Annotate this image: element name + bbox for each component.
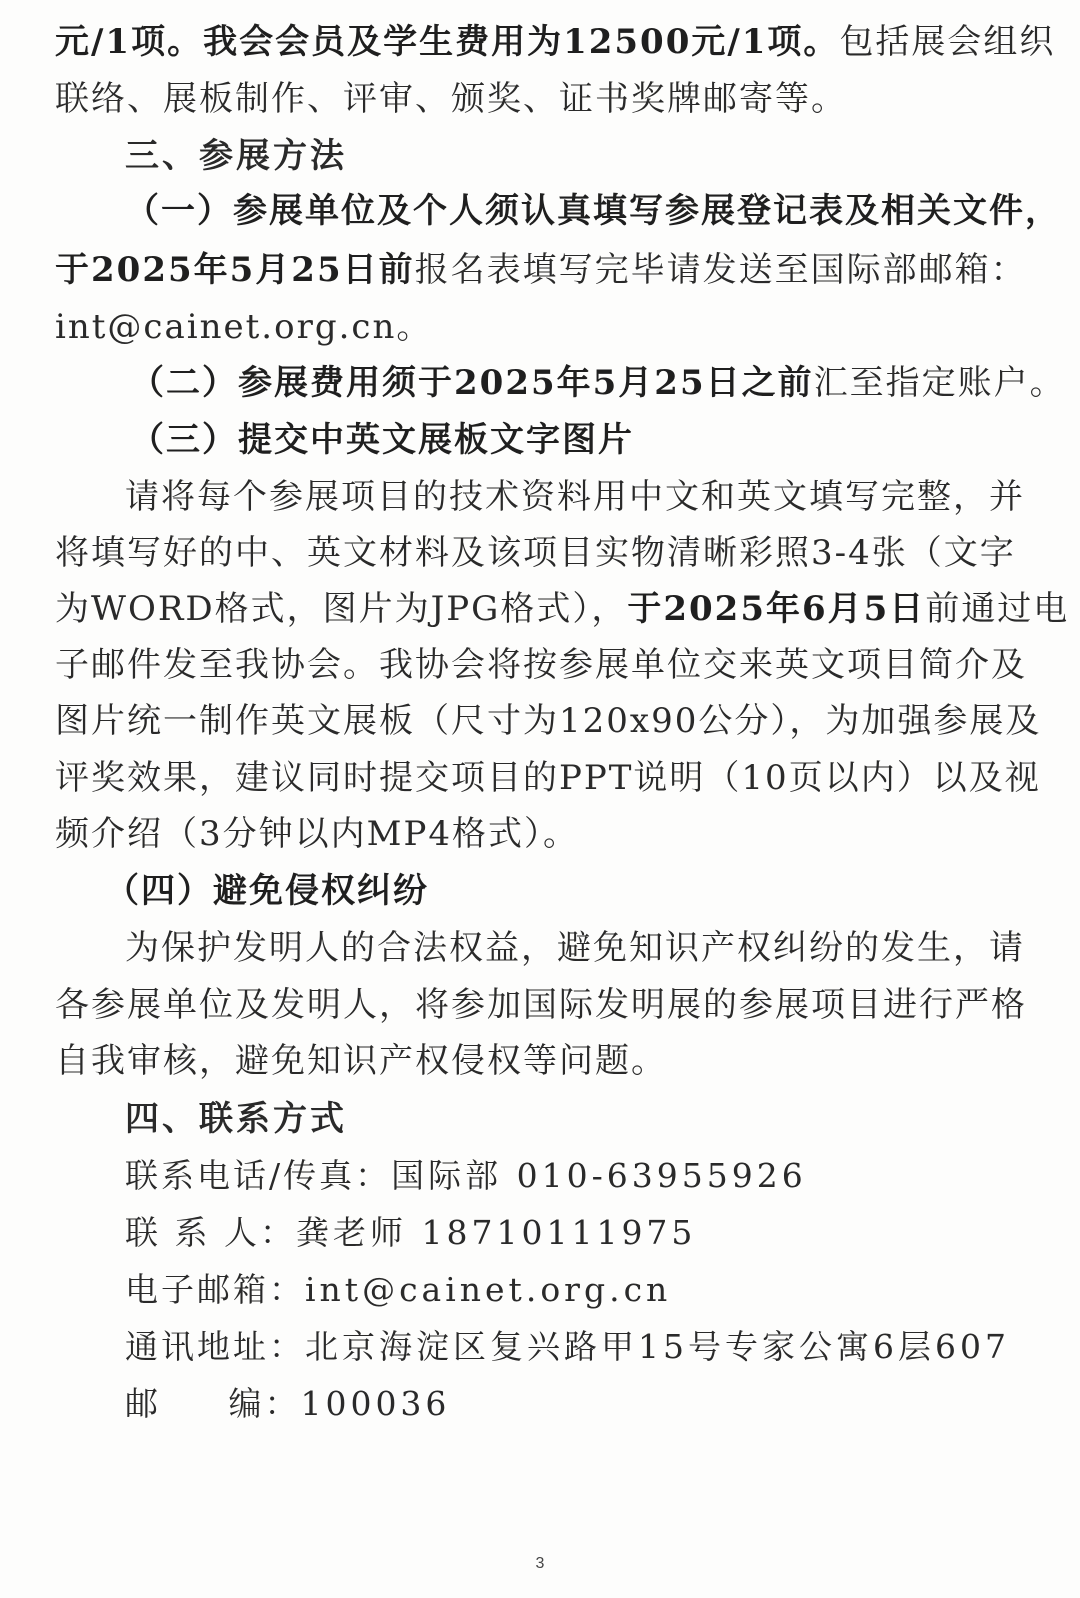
text-normal: 为WORD格式，图片为JPG格式），: [55, 589, 628, 629]
text-line: [130, 363, 1066, 403]
text-line: （一）参展单位及个人须认真填写参展登记表及相关文件，: [125, 191, 1061, 231]
text-line: 请将每个参展项目的技术资料用中文和英文填写完整，并: [125, 477, 1025, 517]
text-bold: （二）参展费用须于2025年5月25日之前: [130, 363, 814, 403]
contact-phone: [125, 1156, 807, 1196]
text-line: [55, 22, 1055, 62]
page-number: 3: [535, 1555, 545, 1572]
text-line: 各参展单位及发明人，将参加国际发明展的参展项目进行严格: [55, 985, 1027, 1025]
subsection-heading: （三）提交中英文展板文字图片: [130, 420, 634, 460]
text-line: 将填写好的中、英文材料及该项目实物清晰彩照3-4张（文字: [55, 533, 1016, 573]
text-normal: 前通过电: [925, 589, 1070, 629]
contact-label: 邮 编：: [125, 1384, 301, 1423]
text-line: 为保护发明人的合法权益，避免知识产权纠纷的发生，请: [125, 928, 1025, 968]
text-normal: 汇至指定账户。: [813, 363, 1066, 403]
text-normal: 报名表填写完毕请发送至国际部邮箱：: [414, 250, 1027, 290]
text-line: 联络、展板制作、评审、颁奖、证书奖牌邮寄等。: [55, 79, 847, 119]
contact-zip: [125, 1384, 450, 1424]
text-line: 频介绍（3分钟以内MP4格式）。: [55, 814, 579, 854]
contact-label: 联 系 人：: [125, 1213, 296, 1252]
text-line: 评奖效果，建议同时提交项目的PPT说明（10页以内）以及视: [55, 758, 1041, 798]
contact-value: 龚老师 18710111975: [295, 1213, 697, 1252]
subsection-heading: （四）避免侵权纠纷: [105, 871, 429, 911]
text-bold: 元/1项。我会会员及学生费用为12500元/1项。: [55, 22, 840, 62]
section-heading: 四、联系方式: [125, 1099, 347, 1139]
text-line: [55, 589, 1069, 629]
contact-address: [125, 1327, 1010, 1367]
contact-value: 北京海淀区复兴路甲15号专家公寓6层607: [305, 1327, 1010, 1366]
text-line: 子邮件发至我协会。我协会将按参展单位交来英文项目简介及: [55, 645, 1027, 685]
contact-email: [125, 1270, 671, 1310]
contact-person: [125, 1213, 696, 1253]
section-heading: 三、参展方法: [125, 136, 347, 176]
contact-label: 电子邮箱：: [125, 1270, 305, 1309]
contact-label: 通讯地址：: [125, 1327, 305, 1366]
text-line: 自我审核，避免知识产权侵权等问题。: [55, 1041, 667, 1081]
text-bold: 于2025年6月5日: [627, 589, 926, 629]
contact-value: 国际部 010-63955926: [391, 1156, 807, 1195]
contact-value: int@cainet.org.cn: [305, 1270, 672, 1309]
text-line: [55, 250, 1027, 290]
text-bold: 于2025年5月25日前: [55, 250, 415, 290]
text-line: 图片统一制作英文展板（尺寸为120x90公分），为加强参展及: [55, 701, 1042, 741]
email-text: int@cainet.org.cn。: [55, 307, 433, 347]
text-normal: 包括展会组织: [839, 22, 1056, 62]
contact-value: 100036: [300, 1384, 451, 1423]
contact-label: 联系电话/传真：: [125, 1156, 392, 1195]
